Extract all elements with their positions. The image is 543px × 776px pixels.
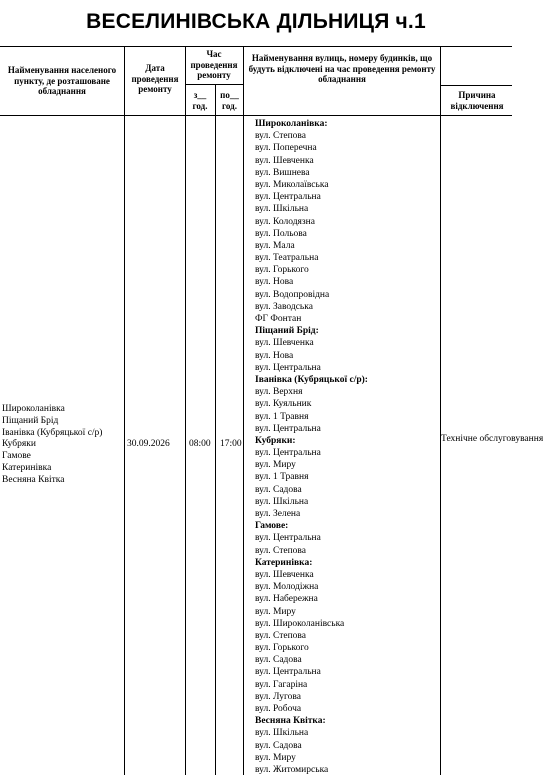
- street-item: вул. Центральна: [255, 423, 321, 434]
- header-date: Дата проведення ремонту: [131, 63, 179, 94]
- settlement-heading: Гамове:: [255, 521, 289, 532]
- settlement-item: Гамове: [2, 451, 31, 462]
- street-item: вул. Садова: [255, 484, 302, 495]
- header-time: Час проведення ремонту: [190, 49, 238, 80]
- header-to: по__ год.: [220, 90, 239, 111]
- settlement-list: [2, 404, 124, 487]
- time-from: 08:00: [189, 439, 211, 449]
- street-item: вул. Робоча: [255, 704, 302, 714]
- street-item: вул. Шкільна: [255, 496, 309, 507]
- header-reason: Причина відключення: [450, 90, 504, 111]
- table-top-border: [0, 46, 512, 47]
- street-item: вул. Центральна: [255, 448, 321, 459]
- street-item: вул. Заводська: [255, 301, 313, 312]
- settlement-heading: Весняна Квітка:: [255, 716, 326, 727]
- street-item: вул. Центральна: [255, 362, 321, 373]
- street-item: вул. Степова: [255, 131, 306, 142]
- street-item: вул. Шкільна: [255, 728, 309, 739]
- settlement-heading: Катеринівка:: [255, 557, 313, 568]
- time-header-divider: [185, 84, 243, 85]
- col-divider-4: [243, 46, 244, 775]
- settlement-item: Іванівка (Кубряцької с/р): [2, 427, 103, 438]
- street-item: вул. Шевченка: [255, 338, 314, 349]
- settlement-item: Широколанівка: [2, 404, 65, 414]
- settlement-heading: Кубряки:: [255, 435, 296, 446]
- street-item: вул. Шкільна: [255, 204, 309, 215]
- street-item: вул. Степова: [255, 545, 306, 556]
- header-settlement: Найменування населеного пункту, де розташоване обладнання: [7, 65, 117, 96]
- reason-header-divider: [440, 85, 512, 86]
- col-divider-2: [185, 46, 186, 775]
- street-item: ФГ Фонтан: [255, 314, 302, 324]
- street-item: вул. Миру: [255, 460, 296, 471]
- street-item: вул. Степова: [255, 630, 306, 641]
- street-item: вул. 1 Травня: [255, 472, 309, 483]
- col-divider-1: [124, 46, 125, 775]
- street-item: вул. Широколанівська: [255, 618, 345, 629]
- page-title: ВЕСЕЛИНІВСЬКА ДІЛЬНИЦЯ ч.1: [86, 10, 426, 33]
- settlement-item: Катеринівка: [2, 462, 52, 473]
- header-from: з__ год.: [192, 90, 208, 111]
- street-list: [255, 118, 440, 776]
- street-item: вул. Нова: [255, 277, 294, 288]
- street-item: вул. Садова: [255, 740, 302, 751]
- street-item: вул. Мала: [255, 240, 295, 251]
- street-item: вул. Горького: [255, 265, 309, 276]
- repair-date: 30.09.2026: [127, 439, 170, 449]
- col-divider-3: [215, 84, 216, 775]
- street-item: вул. Садова: [255, 655, 302, 666]
- street-item: вул. Миру: [255, 606, 296, 617]
- street-item: вул. Поперечна: [255, 143, 317, 154]
- street-item: вул. Лугова: [255, 691, 301, 702]
- settlement-item: Весняна Квітка: [2, 474, 65, 485]
- street-item: вул. Театральна: [255, 253, 319, 264]
- street-item: вул. Шевченка: [255, 569, 314, 580]
- street-item: вул. Миколаївська: [255, 179, 329, 190]
- street-item: вул. Шевченка: [255, 155, 314, 166]
- street-item: вул. Житомирська: [255, 764, 329, 775]
- settlement-heading: Піщаний Брід:: [255, 326, 319, 337]
- street-item: вул. Центральна: [255, 667, 321, 678]
- settlement-heading: Широколанівка:: [255, 119, 328, 129]
- settlement-item: Піщаний Брід: [2, 415, 59, 426]
- street-item: вул. Центральна: [255, 533, 321, 544]
- time-to: 17:00: [220, 439, 242, 449]
- header-bottom-border: [0, 115, 512, 116]
- street-item: вул. Верхня: [255, 387, 303, 398]
- street-item: вул. Польова: [255, 228, 307, 239]
- street-item: вул. Нова: [255, 350, 294, 361]
- col-divider-5: [440, 46, 441, 775]
- street-item: вул. Миру: [255, 752, 296, 763]
- settlement-heading: Іванівка (Кубряцької с/р):: [255, 374, 368, 385]
- street-item: вул. Горького: [255, 643, 309, 654]
- street-item: вул. Набережна: [255, 594, 318, 605]
- street-item: вул. Центральна: [255, 192, 321, 203]
- street-item: вул. Гагаріна: [255, 679, 308, 690]
- street-item: вул. Зелена: [255, 509, 301, 519]
- street-item: вул. Колодязна: [255, 216, 315, 227]
- outage-reason: Технічне обслуговування: [441, 434, 543, 444]
- street-item: вул. Водопровідна: [255, 289, 330, 300]
- street-item: вул. 1 Травня: [255, 411, 309, 422]
- street-item: вул. Молодіжна: [255, 582, 319, 593]
- street-item: вул. Вишнева: [255, 167, 310, 178]
- street-item: вул. Куяльник: [255, 399, 312, 410]
- settlement-item: Кубряки: [2, 439, 36, 450]
- header-streets: Найменування вулиць, номеру будинків, що будуть відключені на час проведення ремонту обладнання: [248, 53, 436, 84]
